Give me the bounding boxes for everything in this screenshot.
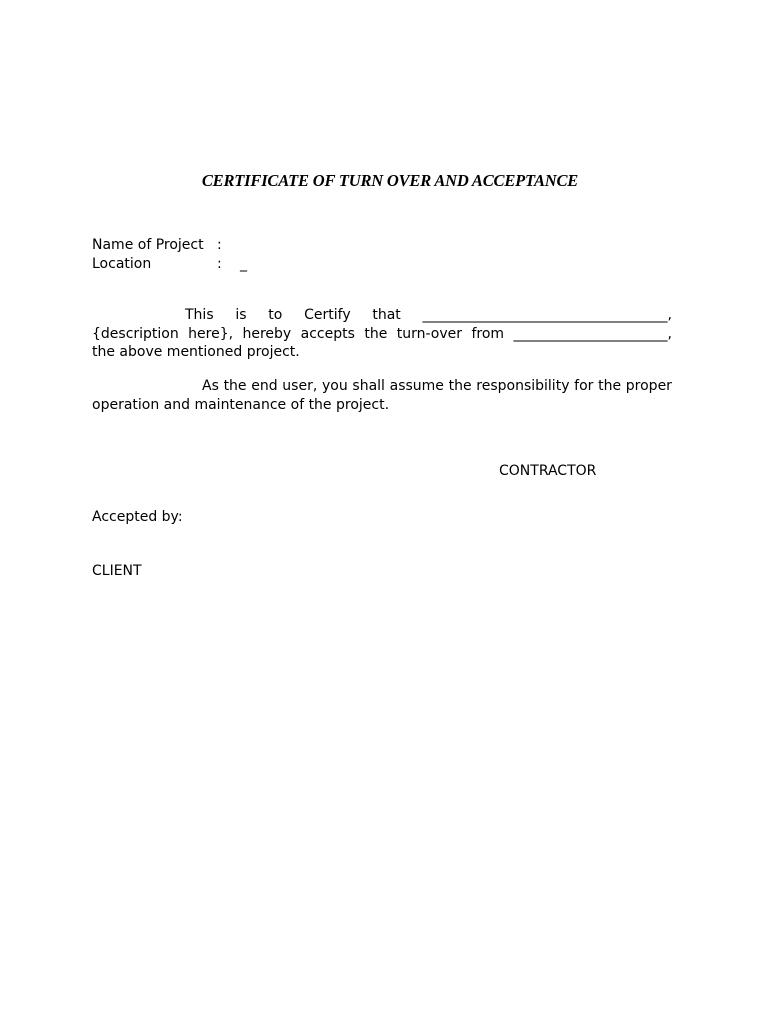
client-signature-label: CLIENT	[92, 563, 142, 579]
word: for	[574, 378, 594, 394]
blank-line: ______________________,	[513, 325, 672, 342]
responsibility-line-2: operation and maintenance of the project.	[92, 396, 390, 413]
word: here},	[188, 325, 234, 342]
responsibility-paragraph	[92, 377, 672, 414]
word: {description	[92, 325, 179, 342]
word: Certify	[304, 307, 351, 323]
word: assume	[389, 378, 444, 394]
certify-paragraph	[92, 306, 672, 362]
word: is	[235, 307, 247, 323]
field-separator: :	[217, 237, 222, 253]
field-separator: :	[217, 256, 222, 272]
word: proper	[625, 378, 672, 394]
word: you	[321, 378, 348, 394]
certify-line-1	[92, 306, 672, 325]
field-label-location: Location	[92, 256, 152, 272]
word: from	[471, 325, 505, 342]
word: to	[268, 307, 283, 323]
word: turn-over	[396, 325, 463, 342]
contractor-signature-label: CONTRACTOR	[499, 463, 597, 479]
word: shall	[352, 378, 385, 394]
word: hereby	[242, 325, 292, 342]
document-title: CERTIFICATE OF TURN OVER AND ACCEPTANCE	[201, 171, 579, 190]
word: the	[598, 378, 622, 394]
word: the	[223, 378, 247, 394]
field-label-project-name: Name of Project	[92, 237, 204, 253]
accepted-by-label: Accepted by:	[92, 509, 183, 525]
word: the	[448, 378, 472, 394]
word: accepts	[300, 325, 355, 342]
certify-line-2	[92, 325, 672, 344]
responsibility-line-1	[92, 377, 672, 396]
word: the	[364, 325, 388, 342]
word: that	[372, 307, 401, 323]
blank-line: ___________________________________,	[422, 307, 672, 323]
word: responsibility	[476, 378, 570, 394]
word: user,	[282, 378, 318, 394]
certify-line-3: the above mentioned project.	[92, 344, 300, 360]
word: As	[202, 378, 219, 394]
field-value-location: _	[240, 256, 247, 272]
word: This	[185, 307, 214, 323]
word: end	[251, 378, 278, 394]
